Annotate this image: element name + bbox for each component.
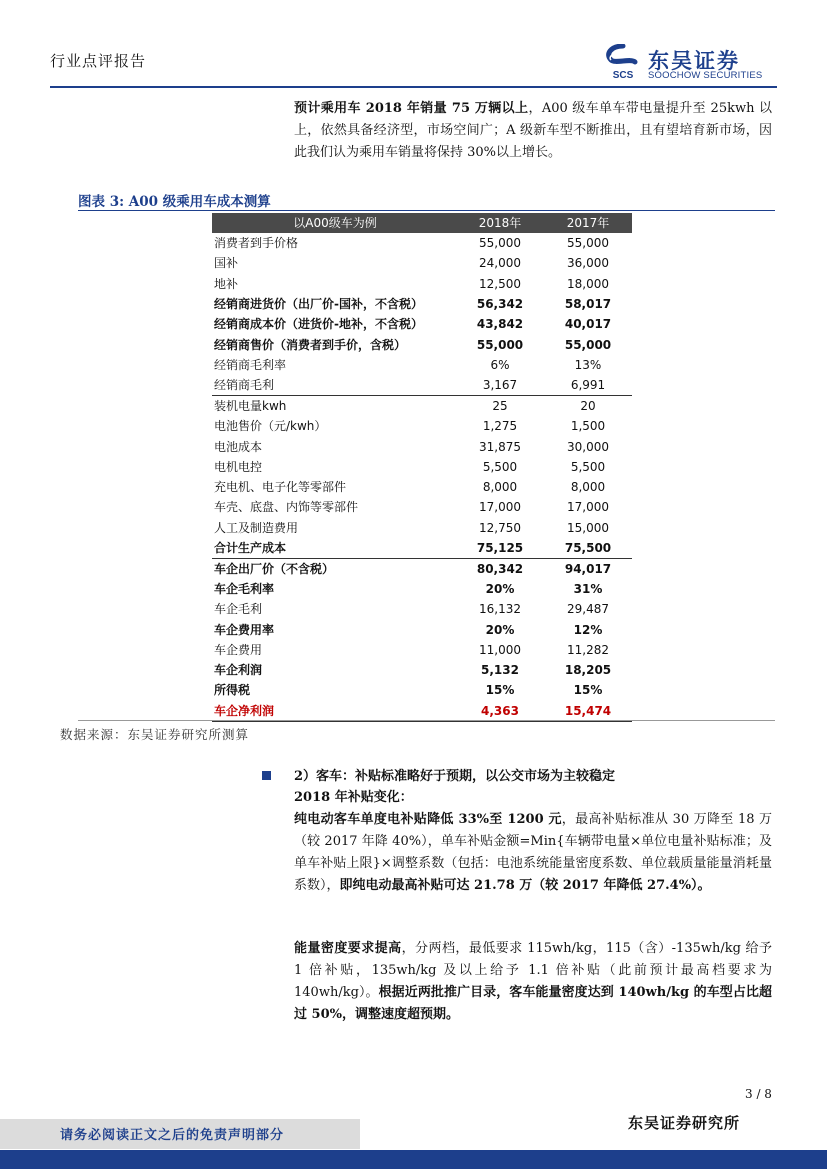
row-label: 国补 [214,256,239,271]
footer-org: 东吴证券研究所 [628,1114,741,1132]
row-label: 车企费用率 [214,622,275,637]
row-label: 充电机、电子化等零部件 [214,480,347,495]
footer-bar [0,1150,827,1169]
table-row [212,497,632,517]
row-label: 电机电控 [214,459,263,474]
value-2017: 31% [573,582,603,596]
value-2018: 15% [485,683,515,698]
value-2017: 58,017 [564,297,612,312]
table-row [212,619,632,639]
value-2018: 1,275 [482,419,518,434]
value-2018: 12,750 [479,520,521,535]
value-2017: 5,500 [570,459,606,474]
table-row [212,701,632,722]
row-label: 车企出厂价（不含税） [212,558,456,579]
table-row [212,274,632,294]
value-2018: 31,875 [479,439,521,454]
row-label: 经销商毛利 [214,378,275,393]
cost-table [212,213,632,722]
intro-bold: 预计乘用车 2018 年销量 75 万辆以上 [294,101,529,116]
table-row [212,355,632,375]
row-label: 装机电量kwh [212,396,456,417]
value-2018: 25 [456,396,544,417]
table-row [212,640,632,660]
figure-label: 图表 3: A00 级乘用车成本测算 [78,194,271,210]
subsidy-bold-1: 纯电动客车单度电补贴降低 33%至 1200 元 [294,812,562,827]
value-2017: 1,500 [570,419,606,434]
row-label: 车企费用 [214,642,263,657]
intro-text: ，A00 级车单车带电量提升至 25kwh 以上，依然具备经济型，市场空间广；A 级新车型不断推出，且有望培育新市场，因此我们认为乘用车销量将保持 30%以上增长。 [294,101,772,160]
table-row [212,660,632,680]
header-rule [50,86,777,88]
table-row [212,314,632,334]
value-2017: 17,000 [567,500,609,515]
table-row [212,375,632,396]
row-label: 车企毛利 [214,602,263,617]
value-2018: 4,363 [456,701,544,722]
table-header-row [212,213,632,233]
table-row [212,579,632,599]
intro-paragraph [294,98,772,164]
table-row [212,477,632,497]
value-2018: 6% [490,357,510,372]
figure-rule [78,210,775,211]
value-2017: 55,000 [567,236,609,251]
table-row [212,457,632,477]
value-2017: 20 [544,396,632,417]
page-number: 3 / 8 [745,1087,772,1101]
value-2018: 16,132 [479,602,521,617]
row-label: 车企利润 [214,663,263,678]
row-label: 经销商售价（消费者到手价，含税） [214,337,407,352]
value-2018: 56,342 [476,297,524,312]
value-2018: 80,342 [456,558,544,579]
value-2017: 40,017 [564,317,612,332]
value-2018: 17,000 [479,500,521,515]
table-row [212,518,632,538]
value-2018: 75,125 [476,540,524,555]
table-row [212,558,632,579]
value-2018: 20% [485,622,515,637]
value-2017: 15% [573,683,603,698]
table-bottom-rule [78,720,775,721]
value-2018: 11,000 [479,642,521,657]
footer-disclaimer: 请务必阅读正文之后的免责声明部分 [60,1128,285,1143]
value-2018: 20% [485,582,515,596]
row-label: 合计生产成本 [214,540,287,555]
value-2017: 15,474 [544,701,632,722]
report-type-title: 行业点评报告 [50,52,147,70]
logo-english-name: SOOCHOW SECURITIES [648,70,763,81]
energy-text-1: ，分两档，最低要求 115wh/kg，115（含）-135wh/kg 给予 1 倍补贴，135wh/kg 及以上给予 1.1 倍补贴（此前预计最高档要求为 140wh/kg）。 [294,941,772,1000]
soochow-logo [603,44,773,84]
subsidy-text-1: ，最高补贴标准从 30 万降至 18 万（较 2017 年降 40%），单车补贴金额=Min{车辆带电量×单位电量补贴标准；及单车补贴上限}×调整系数（包括：电池系统能量密度系数、单位载质量能量消耗量系数）， [294,812,773,893]
scs-logo-icon [603,44,643,80]
value-2017: 13% [574,357,602,372]
logo-chinese-name: 东吴证券 [648,49,740,73]
table-row [212,436,632,456]
table-row [212,294,632,314]
table-row [212,334,632,354]
value-2018: 8,000 [482,480,518,495]
table-row [212,538,632,559]
table-row [212,599,632,619]
row-label: 经销商成本价（进货价-地补，不含税） [214,317,423,332]
value-2018: 24,000 [479,256,521,271]
section-heading: 2）客车：补贴标准略好于预期，以公交市场为主较稳定 [294,769,616,784]
value-2017: 18,000 [567,276,609,291]
row-label: 车企毛利率 [214,582,275,596]
value-2018: 3,167 [482,378,518,393]
value-2017: 6,991 [570,378,606,393]
row-label: 经销商毛利率 [214,357,287,372]
table-row [212,253,632,273]
svg-text:SCS: SCS [612,70,634,80]
value-2017: 36,000 [567,256,609,271]
value-2018: 55,000 [479,236,521,251]
value-2017: 11,282 [567,642,609,657]
subsidy-subheading: 2018 年补贴变化： [294,790,413,805]
subsidy-paragraph [294,787,772,897]
table-row [212,233,632,253]
row-label: 电池售价（元/kwh） [214,419,327,434]
row-label: 经销商进货价（出厂价-国补，不含税） [214,297,423,312]
energy-bold-2: 根据近两批推广目录，客车能量密度达到 140wh/kg 的车型占比超过 50%，调整速度超预期。 [294,985,772,1022]
value-2018: 12,500 [479,276,521,291]
value-2018: 5,132 [481,663,519,678]
table-row [212,680,632,700]
value-2017: 29,487 [567,602,609,617]
row-label: 所得税 [214,683,251,698]
data-source: 数据来源：东吴证券研究所测算 [60,727,250,742]
table-row [212,416,632,436]
row-label: 车企净利润 [212,701,456,722]
value-2017: 75,500 [564,540,612,555]
bullet-square-icon [262,771,271,780]
header-cell-2017: 2017年 [544,213,632,233]
value-2017: 8,000 [570,480,606,495]
value-2018: 5,500 [482,459,518,474]
table-row [212,396,632,417]
value-2018: 43,842 [476,317,524,332]
value-2017: 15,000 [567,520,609,535]
value-2017: 30,000 [567,439,609,454]
energy-bold-1: 能量密度要求提高 [294,941,402,956]
value-2018: 55,000 [476,337,524,352]
value-2017: 55,000 [564,337,612,352]
header-cell-item: 以A00级车为例 [212,213,456,233]
header-cell-2018: 2018年 [456,213,544,233]
energy-density-paragraph [294,938,772,1026]
subsidy-bold-2: 即纯电动最高补贴可达 21.78 万（较 2017 年降低 27.4%）。 [339,878,711,893]
value-2017: 18,205 [564,663,612,678]
row-label: 人工及制造费用 [214,520,299,535]
value-2017: 12% [573,622,603,637]
row-label: 车壳、底盘、内饰等零部件 [214,500,359,515]
row-label: 电池成本 [214,439,263,454]
value-2017: 94,017 [544,558,632,579]
row-label: 消费者到手价格 [214,236,299,251]
row-label: 地补 [214,276,239,291]
